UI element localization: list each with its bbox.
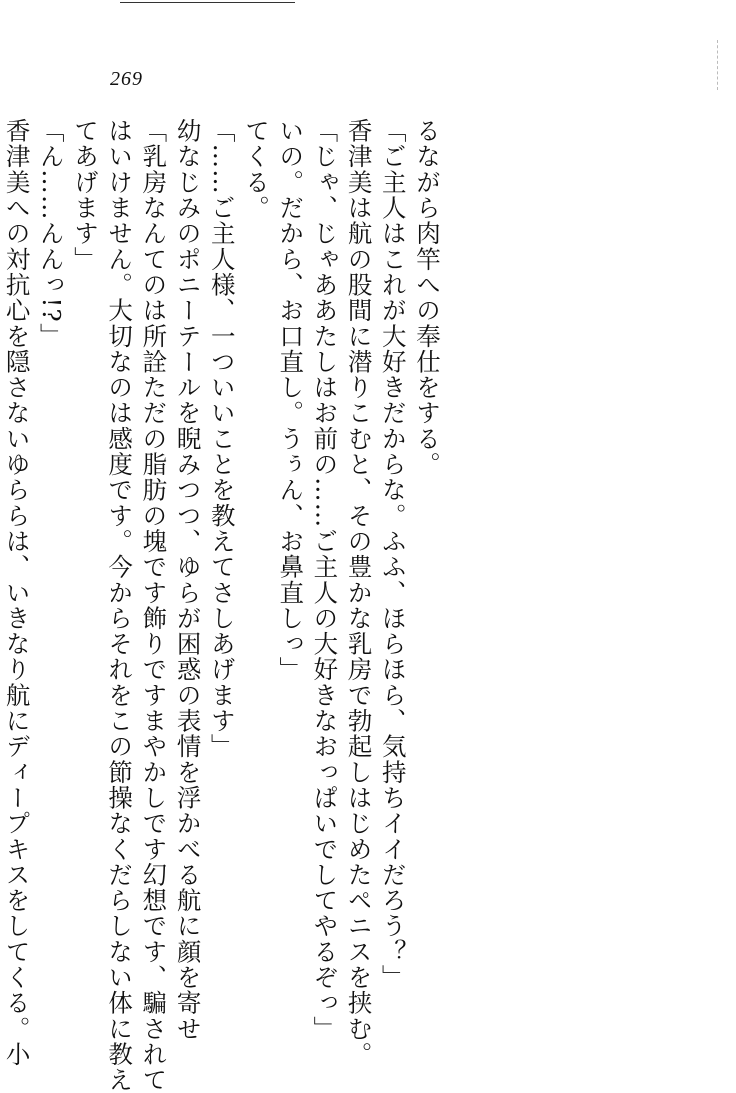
- top-rule: [120, 2, 295, 3]
- text-line: いの。だから、お口直し。うぅん、お鼻直しっ」: [276, 118, 306, 683]
- text-line: 「じゃ、じゃああたしはお前の……ご主人の大好きなおっぱいでしてやるぞっ」: [310, 118, 340, 1042]
- text-line: てあげます」: [70, 118, 100, 272]
- text-line: はいけません。大切なのは感度です。今からそれをこの節操なくだらしない体に教え: [105, 118, 135, 1093]
- text-line: るながら肉竿への奉仕をする。: [413, 118, 442, 478]
- page-number: 269: [110, 68, 143, 90]
- body-text: [2, 118, 444, 1093]
- text-line: 幼なじみのポニーテールを睨みつつ、ゆらが困惑の表情を浮かべる航に顔を寄せ: [173, 118, 203, 1042]
- text-line: 「乳房なんてのは所詮ただの脂肪の塊です飾りですまやかしです幻想です、騙されて: [139, 118, 169, 1093]
- text-line: 「ご主人はこれが大好きだからな。ふふ、ほらほら、気持ちイイだろう？」: [378, 118, 408, 991]
- text-line: 「……ご主人様、一ついいことを教えてさしあげます」: [207, 118, 237, 760]
- text-line: 「ん……んんっ!?」: [36, 118, 66, 349]
- text-line: 香津美への対抗心を隠さないゆららは、いきなり航にディープキスをしてくる。小: [2, 118, 32, 1068]
- text-line: てくる。: [241, 118, 271, 221]
- text-line: 香津美は航の股間に潜りこむと、その豊かな乳房で勃起しはじめたペニスを挟む。: [344, 118, 374, 1068]
- scan-edge-mark: [717, 40, 718, 90]
